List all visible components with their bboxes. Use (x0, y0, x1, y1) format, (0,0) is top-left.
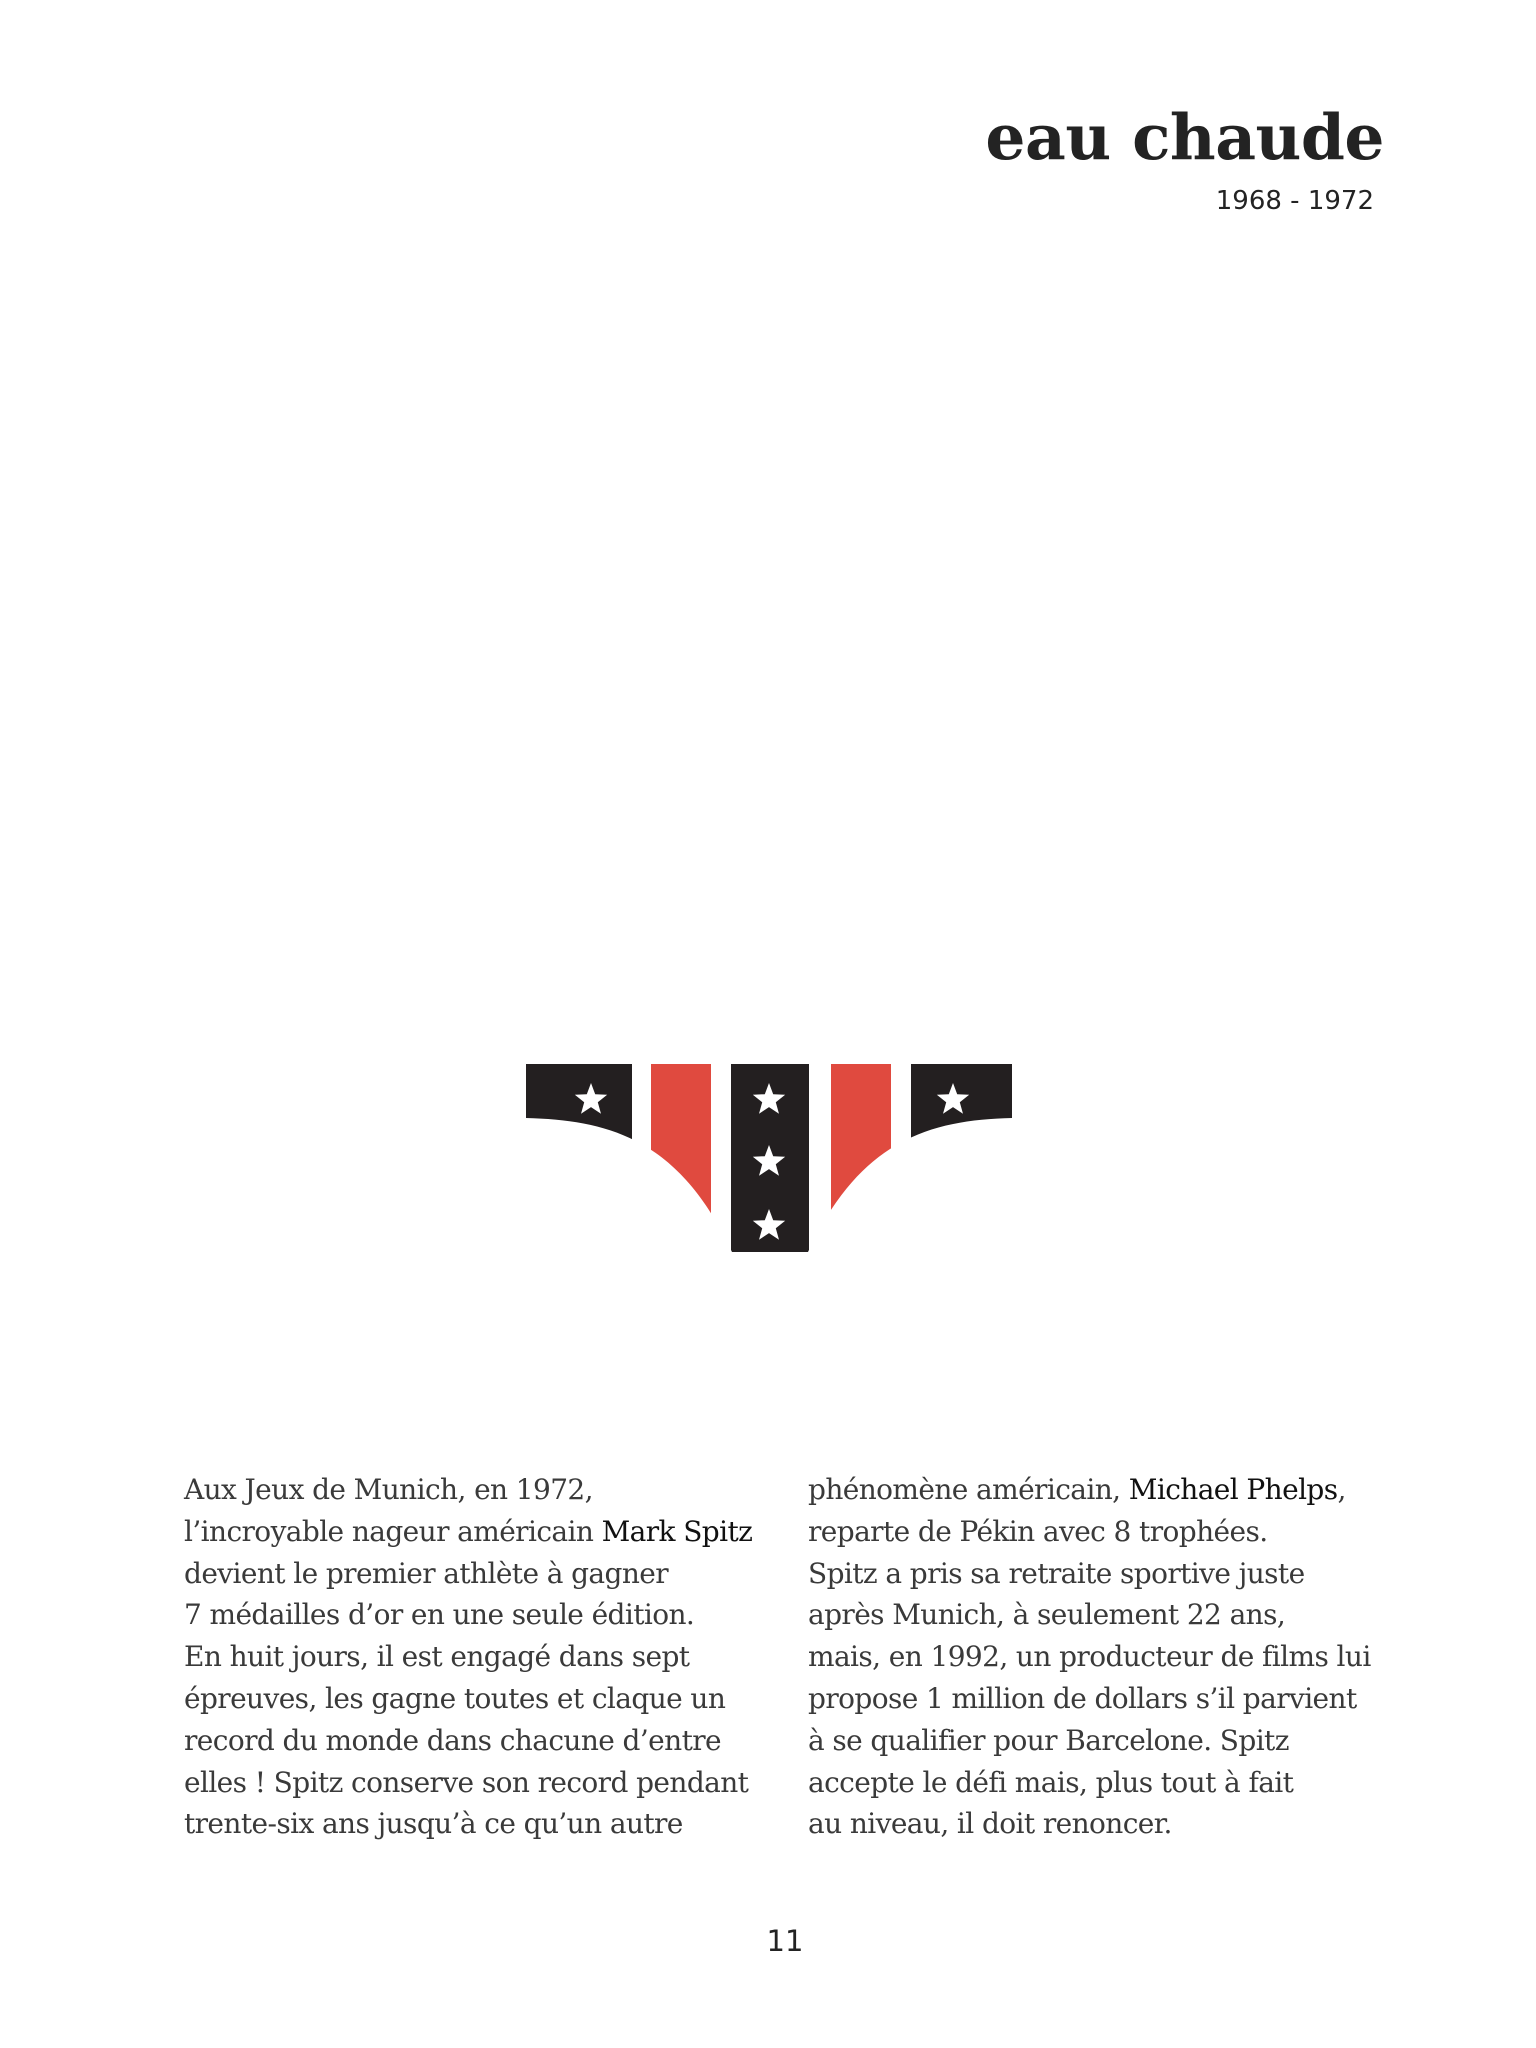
page-title: eau chaude (985, 100, 1384, 174)
text-segment: accepte le défi mais, plus tout à fait (808, 1765, 1294, 1799)
text-segment: devient le premier athlète à gagner (184, 1556, 669, 1590)
text-segment: , (1337, 1473, 1346, 1506)
text-segment: propose 1 million de dollars s’il parvient (808, 1681, 1357, 1715)
text-line (808, 1511, 1388, 1553)
text-line (808, 1762, 1388, 1804)
text-line (184, 1803, 764, 1845)
text-line (808, 1469, 1388, 1511)
text-segment: elles ! Spitz conserve son record pendant (184, 1765, 749, 1799)
text-line (184, 1511, 764, 1553)
text-segment: phénomène américain, (808, 1473, 1129, 1506)
text-line (184, 1678, 764, 1720)
person-name: Michael Phelps (1128, 1473, 1338, 1506)
text-segment: Spitz a pris sa retraite sportive juste (808, 1556, 1305, 1590)
text-segment: reparte de Pékin avec 8 trophées. (808, 1514, 1268, 1548)
text-line (184, 1636, 764, 1678)
text-segment: mais, en 1992, un producteur de films lui (808, 1640, 1371, 1674)
text-segment: En huit jours, il est engagé dans sept (184, 1640, 690, 1674)
text-segment: 7 médailles d’or en une seule édition. (184, 1598, 695, 1632)
text-line (808, 1720, 1388, 1762)
text-line (808, 1553, 1388, 1595)
text-column-left (184, 1469, 764, 1845)
year-range: 1968 - 1972 (1215, 186, 1374, 216)
text-segment: l’incroyable nageur américain (184, 1514, 602, 1548)
text-segment: épreuves, les gagne toutes et claque un (184, 1681, 726, 1715)
text-line (184, 1594, 764, 1636)
text-line (184, 1469, 764, 1511)
page-number: 11 (766, 1924, 804, 1958)
text-segment: au niveau, il doit renoncer. (808, 1807, 1172, 1841)
text-line (808, 1594, 1388, 1636)
text-line (184, 1720, 764, 1762)
text-segment: Aux Jeux de Munich, en 1972, (184, 1473, 593, 1506)
text-segment: à se qualifier pour Barcelone. Spitz (808, 1723, 1289, 1757)
text-segment: après Munich, à seulement 22 ans, (808, 1598, 1286, 1632)
text-line (808, 1636, 1388, 1678)
text-segment: trente-six ans jusqu’à ce qu’un autre (184, 1807, 683, 1841)
text-line (184, 1762, 764, 1804)
text-segment: record du monde dans chacune d’entre (184, 1723, 721, 1757)
text-line (808, 1678, 1388, 1720)
person-name: Mark Spitz (601, 1514, 753, 1548)
text-column-right (808, 1469, 1388, 1845)
text-line (184, 1553, 764, 1595)
text-line (808, 1803, 1388, 1845)
swim-brief-icon (520, 1060, 1020, 1260)
